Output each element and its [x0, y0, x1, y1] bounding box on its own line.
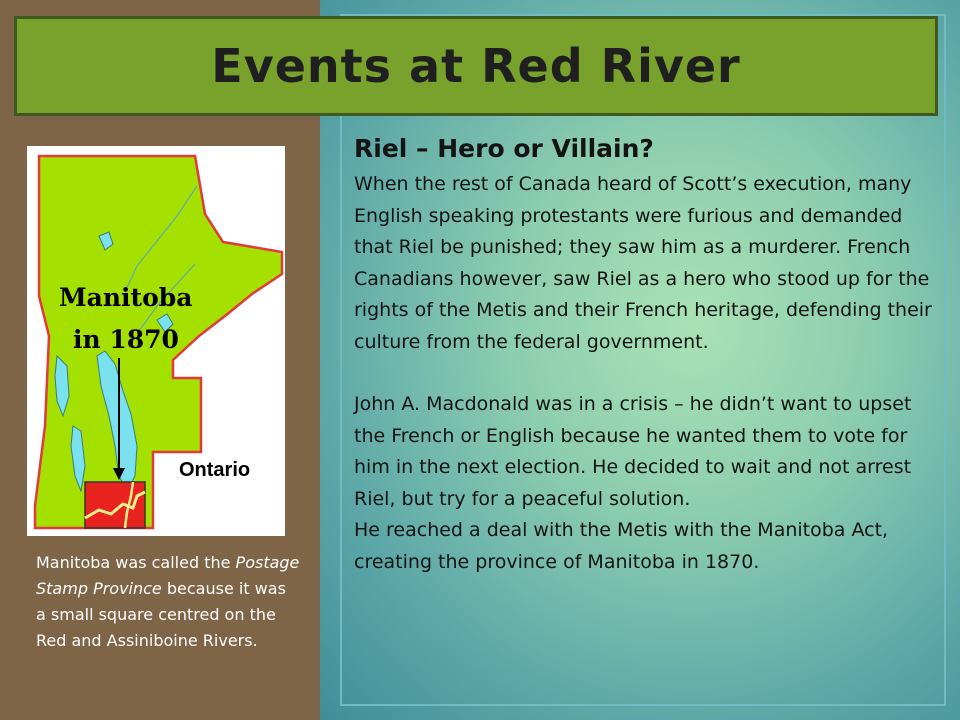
title-bar	[14, 16, 938, 116]
manitoba-map-svg	[27, 146, 285, 536]
main-content	[354, 134, 938, 578]
manitoba-map	[27, 146, 285, 536]
section-heading: Riel – Hero or Villain?	[354, 134, 654, 163]
caption-italic: Postage Stamp Province	[36, 553, 300, 598]
paragraph-macdonald: John A. Macdonald was in a crisis – he didn’t want to upset the French or English because he wanted them to vote for him in the next election. He decided to wait and not arrest Riel, but try for a peaceful solution.	[354, 393, 912, 510]
map-label-year: in 1870	[73, 325, 179, 354]
map-label-ontario: Ontario	[179, 459, 251, 481]
paragraph-manitoba-act: He reached a deal with the Metis with the Manitoba Act, creating the province of Manitoba in 1870.	[354, 519, 889, 573]
paragraph-gap	[354, 358, 938, 389]
paragraph-reaction: When the rest of Canada heard of Scott’s execution, many English speaking protestants were furious and demanded that Riel be punished; they saw him as a murderer. French Canadians however, saw Riel as a hero who stood up for the rights of the Metis and their French heritage, defending their culture from the federal government.	[354, 173, 932, 353]
caption-text-1: Manitoba was called the	[36, 553, 236, 572]
map-caption	[36, 550, 300, 654]
map-label-manitoba: Manitoba	[59, 283, 193, 312]
slide-title: Events at Red River	[211, 39, 741, 93]
province-1870	[85, 482, 145, 528]
caption-text-2: because it was a small square centred on the Red and Assiniboine Rivers.	[36, 579, 286, 650]
